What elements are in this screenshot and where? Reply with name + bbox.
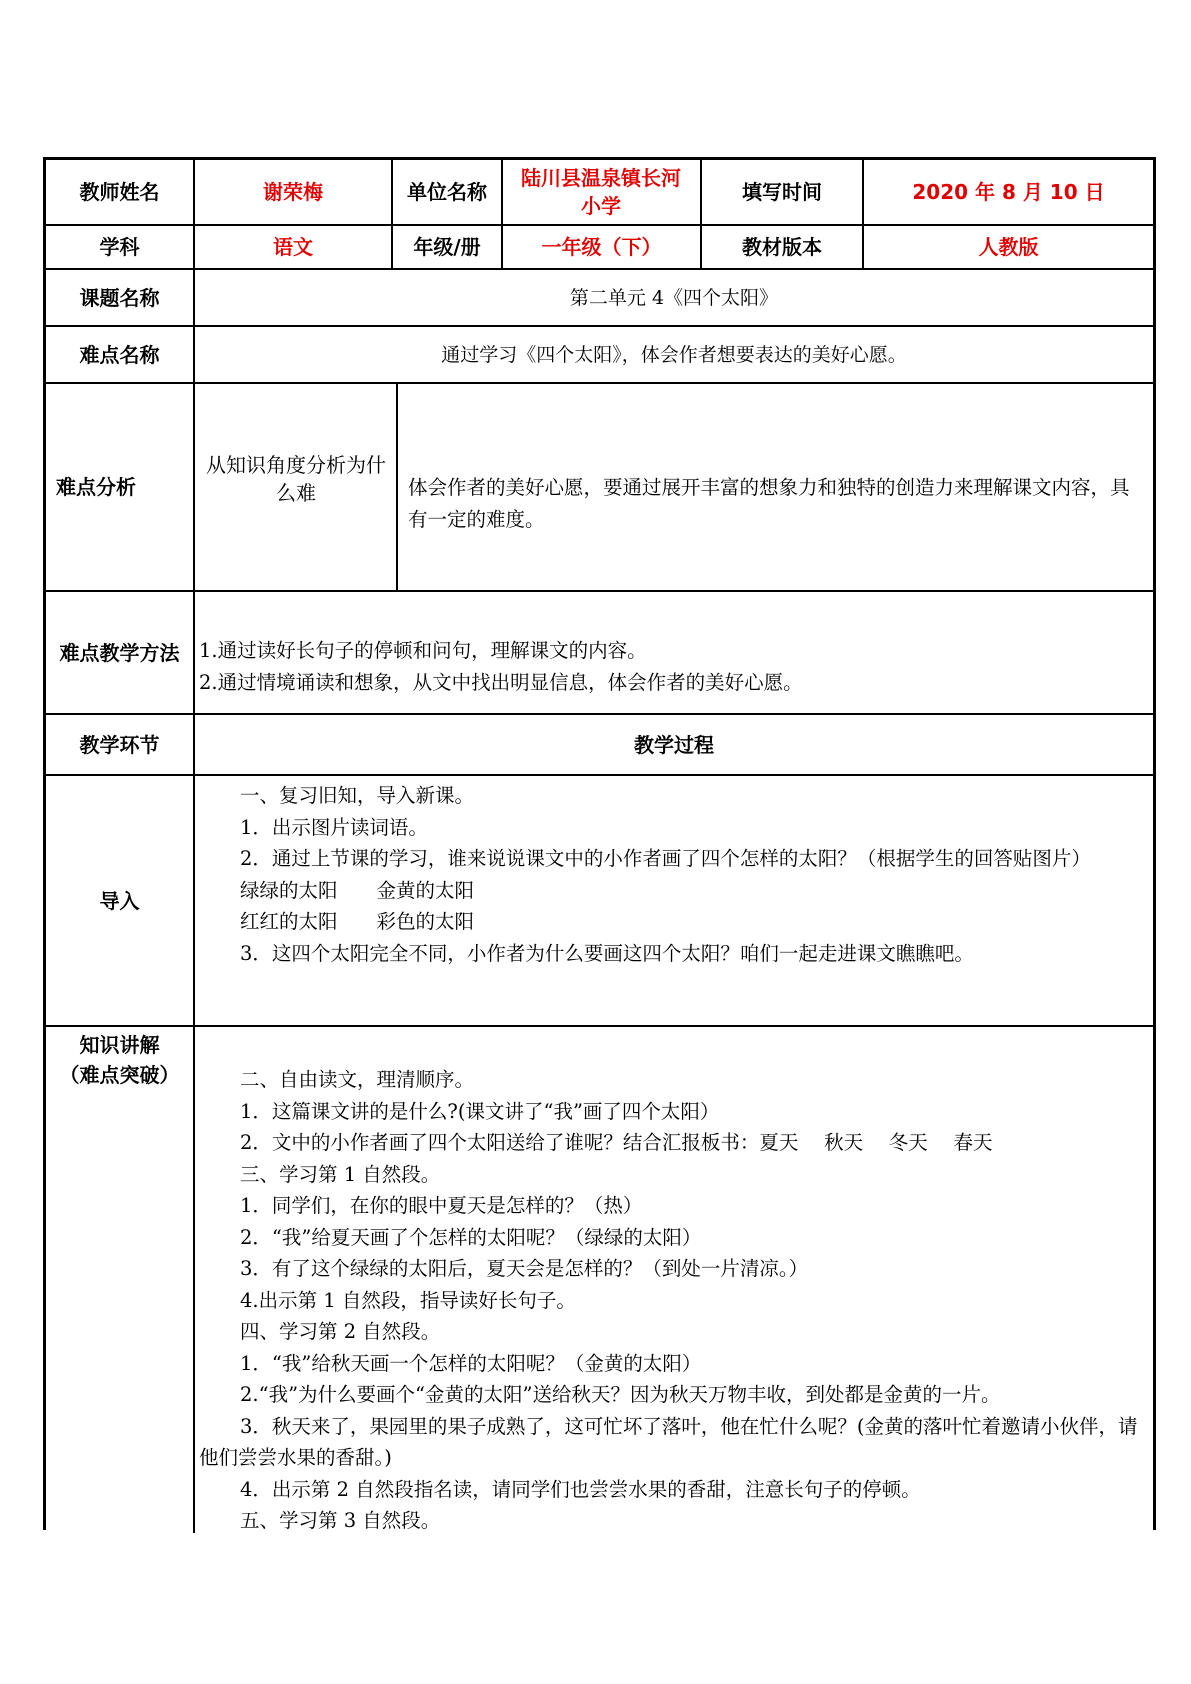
- intro-line: 绿绿的太阳 金黄的太阳: [240, 878, 475, 902]
- intro-line: 一、复习旧知，导入新课。: [240, 784, 475, 807]
- knowledge-content: [199, 1064, 1149, 1537]
- row-divider: [46, 774, 1153, 776]
- stage-header: 教学环节: [79, 732, 160, 757]
- knowledge-line: 1．这篇课文讲的是什么?(课文讲了“我”画了四个太阳）: [240, 1099, 720, 1123]
- row-divider: [46, 590, 1153, 592]
- knowledge-line: 3．有了这个绿绿的太阳后，夏天会是怎样的？（到处一片清凉。）: [240, 1257, 809, 1280]
- process-header: 教学过程: [634, 732, 714, 757]
- analysis-sub-label: 从知识角度分析为什么难: [206, 453, 386, 505]
- knowledge-line: 五、学习第 3 自然段。: [240, 1509, 441, 1532]
- intro-line: 3．这四个太阳完全不同，小作者为什么要画这四个太阳？咱们一起走进课文瞧瞧吧。: [240, 941, 974, 965]
- subject-value: 语文: [273, 235, 313, 259]
- knowledge-line: 1．同学们，在你的眼中夏天是怎样的？（热）: [240, 1194, 643, 1217]
- date-label: 填写时间: [742, 180, 822, 204]
- intro-label: 导入: [99, 888, 140, 913]
- knowledge-line: 2.“我”为什么要画个“金黄的太阳”送给秋天？因为秋天万物丰收，到处都是金黄的一片。: [240, 1383, 1001, 1406]
- knowledge-line: 2．“我”给夏天画了个怎样的太阳呢？（绿绿的太阳）: [240, 1225, 702, 1249]
- methods-list: [199, 635, 1149, 698]
- topic-label: 课题名称: [79, 285, 160, 310]
- edition-label: 教材版本: [742, 235, 822, 259]
- knowledge-line: 1．“我”给秋天画一个怎样的太阳呢？（金黄的太阳）: [240, 1351, 702, 1375]
- intro-line: 红红的太阳 彩色的太阳: [240, 910, 475, 933]
- analysis-label: 难点分析: [56, 475, 136, 499]
- knowledge-line: 3．秋天来了，果园里的果子成熟了，这可忙坏了落叶，他在忙什么呢？(金黄的落叶忙着邀请小伙伴，请他们尝尝水果的香甜。): [199, 1414, 1138, 1469]
- row-divider: [46, 1025, 1153, 1027]
- column-divider: [396, 382, 398, 590]
- methods-label: 难点教学方法: [59, 640, 180, 665]
- knowledge-label-line1: 知识讲解: [79, 1033, 160, 1057]
- grade-label: 年级/册: [413, 235, 481, 259]
- knowledge-line: 二、自由读文，理清顺序。: [240, 1068, 475, 1091]
- lesson-plan-table: [43, 157, 1156, 1530]
- teacher-value: 谢荣梅: [263, 180, 323, 204]
- knowledge-line: 2．文中的小作者画了四个太阳送给了谁呢？结合汇报板书：夏天 秋天 冬天 春天: [240, 1131, 993, 1154]
- analysis-value: 体会作者的美好心愿，要通过展开丰富的想象力和独特的创造力来理解课文内容，具有一定的难度。: [408, 476, 1130, 531]
- intro-content: [199, 780, 1149, 969]
- intro-line: 1．出示图片读词语。: [240, 815, 428, 839]
- methods-line: 1.通过读好长句子的停顿和问句，理解课文的内容。: [199, 639, 647, 662]
- intro-line: 2．通过上节课的学习，谁来说说课文中的小作者画了四个怎样的太阳？（根据学生的回答贴图片）: [240, 847, 1091, 870]
- date-value: 2020 年 8 月 10 日: [912, 180, 1105, 204]
- knowledge-line: 4．出示第 2 自然段指名读，请同学们也尝尝水果的香甜，注意长句子的停顿。: [240, 1477, 921, 1501]
- knowledge-label-line2: （难点突破）: [59, 1063, 180, 1087]
- difficulty-value: 通过学习《四个太阳》，体会作者想要表达的美好心愿。: [441, 343, 907, 366]
- knowledge-line: 4.出示第 1 自然段，指导读好长句子。: [240, 1288, 576, 1312]
- teacher-label: 教师姓名: [79, 180, 160, 204]
- unit-label: 单位名称: [407, 180, 487, 204]
- grade-value: 一年级（下）: [541, 235, 662, 259]
- edition-value: 人教版: [978, 235, 1039, 259]
- knowledge-line: 四、学习第 2 自然段。: [240, 1320, 441, 1343]
- difficulty-label: 难点名称: [79, 342, 160, 367]
- unit-value: 陆川县温泉镇长河小学: [521, 166, 681, 218]
- subject-label: 学科: [99, 235, 140, 259]
- topic-value: 第二单元 4《四个太阳》: [569, 286, 779, 309]
- knowledge-line: 三、学习第 1 自然段。: [240, 1162, 441, 1186]
- methods-line: 2.通过情境诵读和想象，从文中找出明显信息，体会作者的美好心愿。: [199, 670, 803, 694]
